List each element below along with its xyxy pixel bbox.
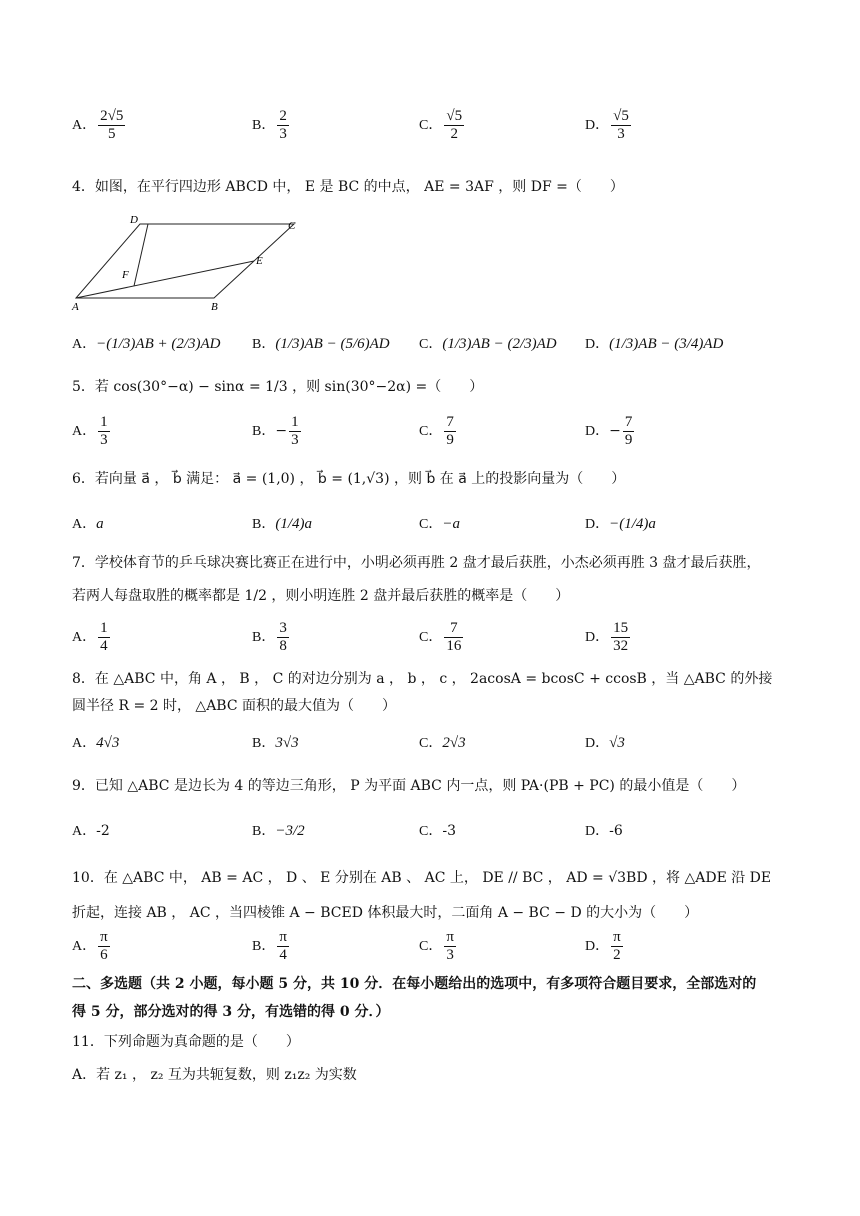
q8-line1: 8．在 △ABC 中，角 A ， B ， C 的对边分别为 a ， b ， c ， 2acosA = bcosC + ccosB ，当 △ABC 的外接 [72,671,773,687]
label-a: A [72,301,79,313]
fraction: $\frac{2√5}{5}$ [100,108,124,142]
fraction: $\frac{√5}{2}$ [446,108,463,142]
q9-option-a: A．-2 [72,823,110,839]
q6-option-d: D．−(1/4)a⃗ [585,516,668,532]
label-d: D [130,214,138,226]
q5-stem: 5．若 cos(30°−α) − sinα = 1/3 ，则 sin(30°−2α) =（ ） [72,379,484,395]
q4-option-a: A．−(1/3)AB + (2/3)AD [72,336,221,352]
q3-option-d: D． $\frac{√5}{3}$ [585,108,629,142]
q8-option-a: A．4√3 [72,735,120,751]
q8-option-d: D．√3 [585,735,625,751]
q7-line2: 若两人每盘取胜的概率都是 1/2 ，则小明连胜 2 盘并最后获胜的概率是（ ） [72,588,570,604]
q7-line1: 7．学校体育节的乒乓球决赛比赛正在进行中，小明必须再胜 2 盘才最后获胜，小杰必须再胜 3 盘才最后获胜， [72,555,761,571]
q3-option-c: C． $\frac{√5}{2}$ [419,108,463,142]
label-e: E [256,255,263,267]
q10-option-d: D． $\frac{\pi}{2}$ [585,929,621,963]
q3-option-b: B． $\frac{2}{3}$ [252,108,287,142]
label-c: C [288,220,296,232]
q3-option-a: A． $\frac{2√5}{5}$ [72,108,124,142]
section2-heading-line1: 二、多选题（共 2 小题，每小题 5 分，共 10 分．在每小题给出的选项中，有多项符合题目要求，全部选对的 [72,976,757,992]
q6-option-a: A．a⃗ [72,516,116,532]
q10-option-c: C． $\frac{\pi}{3}$ [419,929,454,963]
label-f: F [122,269,129,281]
q6-option-b: B．(1/4)a⃗ [252,516,324,532]
q4-option-d: D．(1/3)AB − (3/4)AD [585,336,724,352]
fraction: $\frac{2}{3}$ [279,108,287,142]
q5-option-c: C． $\frac{7}{9}$ [419,414,454,448]
q7-option-c: C． $\frac{7}{16}$ [419,620,462,654]
q10-line2: 折起，连接 AB ， AC ，当四棱锥 A − BCED 体积最大时，二面角 A − BC − D 的大小为（ ） [72,905,699,921]
q7-option-b: B． $\frac{3}{8}$ [252,620,287,654]
parallelogram-figure [68,212,308,314]
q6-option-c: C．−a⃗ [419,516,472,532]
q10-option-b: B． $\frac{\pi}{4}$ [252,929,287,963]
q7-option-d: D． $\frac{15}{32}$ [585,620,629,654]
q10-line1: 10．在 △ABC 中， AB = AC ， D 、 E 分别在 AB 、 AC 上， DE // BC ， AD = √3BD ，将 △ADE 沿 DE [72,870,772,886]
q4-stem: 4．如图，在平行四边形 ABCD 中， E 是 BC 的中点， AE = 3AF ，则 DF =（ ） [72,179,624,195]
q4-option-c: C．(1/3)AB − (2/3)AD [419,336,557,352]
q8-option-b: B．3√3 [252,735,299,751]
q8-line2: 圆半径 R = 2 时， △ABC 面积的最大值为（ ） [72,698,397,714]
segment-df [134,224,148,286]
q4-option-b: B．(1/3)AB − (5/6)AD [252,336,390,352]
q7-option-a: A． $\frac{1}{4}$ [72,620,108,654]
q10-option-a: A． $\frac{\pi}{6}$ [72,929,108,963]
q8-option-c: C．2√3 [419,735,466,751]
fraction: $\frac{√5}{3}$ [613,108,629,142]
q11-stem: 11．下列命题为真命题的是（ ） [72,1034,300,1050]
label-b: B [211,301,218,313]
q9-option-c: C．-3 [419,823,456,839]
q6-stem: 6．若向量 a⃗ ， b⃗ 满足： a⃗ = (1,0) ， b⃗ = (1,√3) ，则 b⃗ 在 a⃗ 上的投影向量为（ ） [72,471,626,487]
q5-option-d: D．− $\frac{7}{9}$ [585,414,633,448]
q11-option-a: A．若 z₁ ， z₂ 互为共轭复数，则 z₁z₂ 为实数 [72,1067,357,1083]
q5-option-a: A． $\frac{1}{3}$ [72,414,108,448]
q5-option-b: B．− $\frac{1}{3}$ [252,414,299,448]
q9-option-b: B．−3/2 [252,823,305,839]
section2-heading-line2: 得 5 分，部分选对的得 3 分，有选错的得 0 分．） [72,1004,390,1020]
q9-stem: 9．已知 △ABC 是边长为 4 的等边三角形， P 为平面 ABC 内一点，则 PA·(PB + PC) 的最小值是（ ） [72,778,746,794]
q9-option-d: D．-6 [585,823,623,839]
